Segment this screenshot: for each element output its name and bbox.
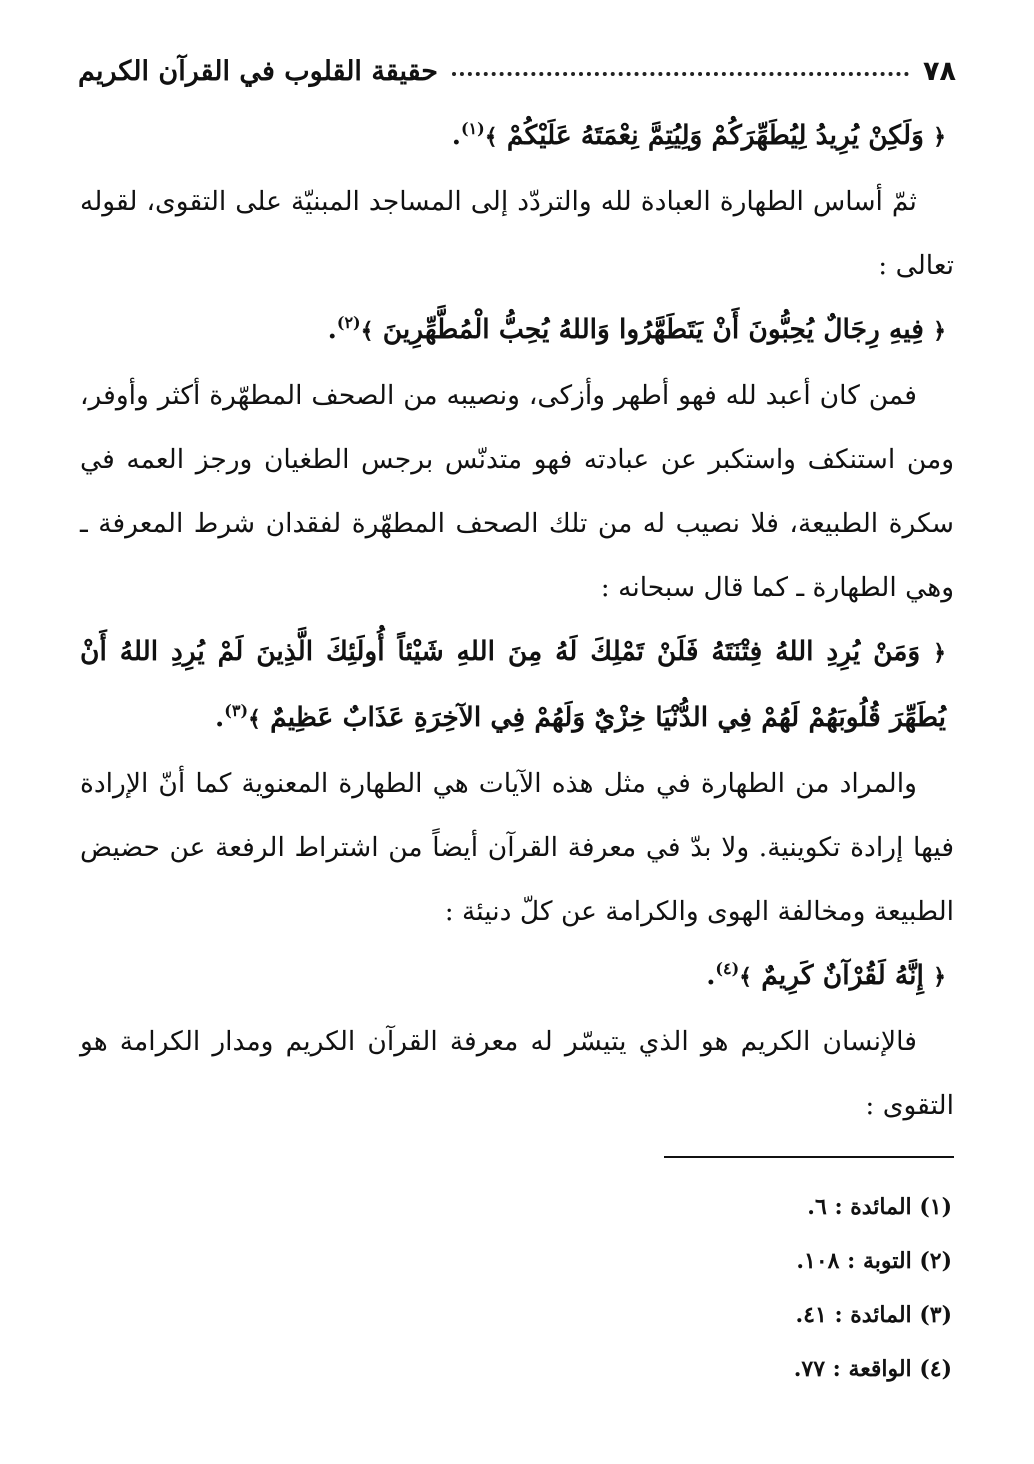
verse-text: فِيهِ رِجَالٌ يُحِبُّونَ أَنْ يَتَطَهَّرُوا وَاللهُ يُحِبُّ الْمُطَّهِّرِينَ xyxy=(382,314,924,345)
paragraph: فمن كان أعبد لله فهو أطهر وأزكى، ونصيبه من الصحف المطهّرة أكثر وأوفر، ومن استنكف واستكبر عن عبادته فهو متدنّس برجس الطغيان ورجز العمه في سكرة الطبيعة، فلا نصيب له من تلك الصحف المطهّرة لفقدان شرط المعرفة ـ وهي الطهارة ـ كما قال سبحانه : xyxy=(80,380,954,603)
quran-verse-1: ﴿ وَلَكِنْ يُرِيدُ لِيُطَهِّرَكُمْ وَلِيُتِمَّ نِعْمَتَهُ عَلَيْكُمْ ﴾$^{(١)}$. xyxy=(451,119,946,151)
verse-open-bracket: ﴿ xyxy=(933,641,946,666)
verse-open-bracket: ﴿ xyxy=(933,319,946,344)
footnote-ref: (٢) xyxy=(336,313,361,333)
footnote-ref: (٣) xyxy=(224,701,249,721)
verse-open-bracket: ﴿ xyxy=(933,965,946,990)
quran-verse-2: ﴿ فِيهِ رِجَالٌ يُحِبُّونَ أَنْ يَتَطَهَّرُوا وَاللهُ يُحِبُّ الْمُطَّهِّرِينَ ﴾$^{(٢)}$. xyxy=(327,313,946,345)
paragraph: والمراد من الطهارة في مثل هذه الآيات هي الطهارة المعنوية كما أنّ الإرادة فيها إرادة تكوينية. ولا بدّ في معرفة القرآن أيضاً من اشتراط الرفعة عن حضيض الطبيعة ومخالفة الهوى والكرامة عن كلّ دنيئة : xyxy=(80,768,954,927)
footnote-ref: (١) xyxy=(460,119,485,139)
footnote-ref: (٤) xyxy=(715,959,740,979)
verse-text: إِنَّهُ لَقُرْآنٌ كَرِيمٌ xyxy=(761,960,924,991)
paragraph: فالإنسان الكريم هو الذي يتيسّر له معرفة القرآن الكريم ومدار الكرامة هو التقوى : xyxy=(80,1026,954,1121)
footnotes xyxy=(400,1180,952,1396)
verse-close-bracket: ﴾ xyxy=(360,319,374,344)
paragraph: ثمّ أساس الطهارة العبادة لله والتردّد إلى المساجد المبنيّة على التقوى، لقوله تعالى : xyxy=(80,186,954,281)
verse-text: وَمَنْ يُرِدِ اللهُ فِتْنَتَهُ فَلَنْ تَمْلِكَ لَهُ مِنَ اللهِ شَيْئاً أُولَئِكَ الَّذِينَ لَمْ يُرِدِ اللهُ أَنْ يُطَهِّرَ قُلُوبَهُمْ لَهُمْ فِي الدُّنْيَا خِزْيٌ وَلَهُمْ فِي الآخِرَةِ عَذَابٌ عَظِيمٌ xyxy=(80,636,946,733)
verse-text: وَلَكِنْ يُرِيدُ لِيُطَهِّرَكُمْ وَلِيُتِمَّ نِعْمَتَهُ عَلَيْكُمْ xyxy=(506,120,924,151)
footnote-divider xyxy=(664,1156,954,1158)
footnote: (٢) التوبة : ١٠٨. xyxy=(796,1248,952,1274)
footnote: (١) المائدة : ٦. xyxy=(807,1194,952,1220)
running-title: حقيقة القلوب في القرآن الكريم xyxy=(78,55,438,87)
footnote: (٤) الواقعة : ٧٧. xyxy=(793,1356,952,1382)
verse-close-bracket: ﴾ xyxy=(739,965,753,990)
quran-verse-3: ﴿ وَمَنْ يُرِدِ اللهُ فِتْنَتَهُ فَلَنْ تَمْلِكَ لَهُ مِنَ اللهِ شَيْئاً أُولَئِكَ الَّذِينَ لَمْ يُرِدِ اللهُ أَنْ يُطَهِّرَ قُلُوبَهُمْ لَهُمْ فِي الدُّنْيَا خِزْيٌ وَلَهُمْ فِي الآخِرَةِ عَذَابٌ عَظِيمٌ ﴾$^{(٣)}$. xyxy=(80,636,946,733)
verse-close-bracket: ﴾ xyxy=(484,125,498,150)
page-body xyxy=(80,104,954,1138)
verse-open-bracket: ﴿ xyxy=(933,125,946,150)
page-number: ٧٨ xyxy=(923,55,956,87)
page-header xyxy=(78,46,956,96)
quran-verse-4: ﴿ إِنَّهُ لَقُرْآنٌ كَرِيمٌ ﴾$^{(٤)}$. xyxy=(706,959,946,991)
footnote: (٣) المائدة : ٤١. xyxy=(795,1302,952,1328)
header-leader-dots xyxy=(452,72,909,76)
verse-close-bracket: ﴾ xyxy=(248,707,261,732)
